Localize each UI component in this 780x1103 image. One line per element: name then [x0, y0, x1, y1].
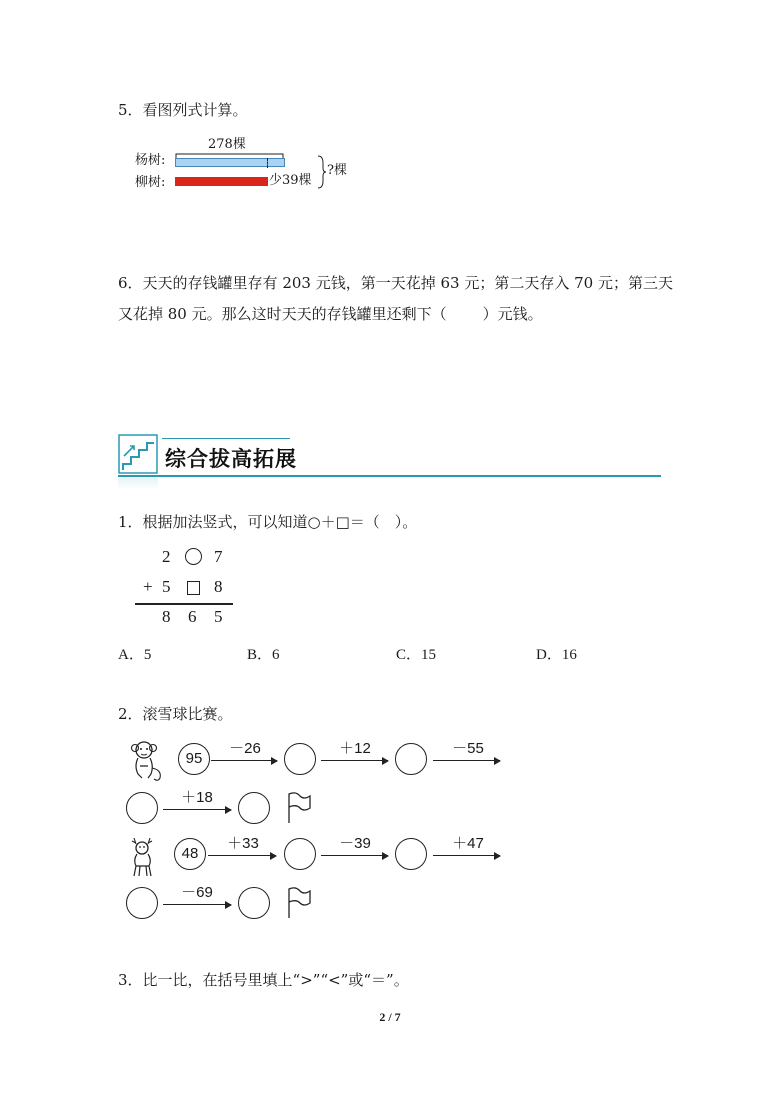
- arrow: [433, 760, 500, 761]
- monkey-op-4: ＋18: [181, 789, 213, 806]
- digit: 7: [214, 547, 223, 566]
- right-brace: [317, 155, 327, 189]
- digit: 8: [162, 607, 171, 626]
- option-b[interactable]: B．6: [247, 647, 280, 663]
- monkey-op-2: ＋12: [339, 740, 371, 757]
- question-5-title: 5．看图列式计算。: [118, 101, 248, 119]
- answer-node[interactable]: [284, 838, 316, 870]
- answer-node[interactable]: [395, 838, 427, 870]
- less-label: 少39棵: [269, 173, 312, 188]
- arrow: [163, 809, 231, 810]
- section-title: 综合拔高拓展: [165, 447, 297, 471]
- page-number: 2 / 7: [379, 1010, 401, 1024]
- section-header: [118, 434, 663, 494]
- monkey-icon: [124, 738, 170, 782]
- answer-node[interactable]: [238, 792, 270, 824]
- vertical-addition: [118, 545, 238, 630]
- arrow: [321, 855, 388, 856]
- deer-op-1: ＋33: [227, 835, 259, 852]
- yang-tree-bar: [175, 158, 285, 167]
- circle-placeholder: [185, 548, 202, 565]
- deer-icon: [124, 834, 164, 878]
- top-count-label: 278棵: [208, 137, 246, 152]
- digit: 5: [214, 607, 223, 626]
- digit: 8: [214, 577, 223, 596]
- question-6-tail: ）元钱。: [482, 305, 543, 323]
- answer-node[interactable]: [238, 887, 270, 919]
- question-5-diagram: [135, 135, 365, 195]
- stairs-icon: [118, 434, 158, 476]
- liu-tree-label: 柳树:: [135, 175, 166, 190]
- option-d[interactable]: D．16: [536, 647, 577, 663]
- liu-tree-bar: [175, 177, 268, 186]
- option-a[interactable]: A．5: [118, 647, 152, 663]
- arrow: [433, 855, 500, 856]
- section-q1-title: 1．根据加法竖式，可以知道○＋□＝（ ）。: [118, 513, 418, 531]
- digit: 2: [162, 547, 171, 566]
- answer-node[interactable]: [126, 792, 158, 824]
- answer-node[interactable]: [284, 743, 316, 775]
- answer-node[interactable]: [126, 887, 158, 919]
- monkey-start-node: 95: [178, 743, 210, 775]
- finish-flag-icon: [286, 792, 312, 824]
- compare-dash: [267, 158, 268, 168]
- digit: 6: [188, 607, 197, 626]
- plus-sign: +: [143, 577, 153, 596]
- deer-op-4: －69: [181, 884, 213, 901]
- finish-flag-icon: [286, 887, 312, 919]
- question-mark-label: ?棵: [327, 163, 347, 178]
- section-q2-title: 2．滚雪球比赛。: [118, 705, 233, 723]
- option-c[interactable]: C．15: [396, 647, 437, 663]
- deer-op-2: －39: [339, 835, 371, 852]
- monkey-op-1: －26: [229, 740, 261, 757]
- section-underline: [118, 475, 661, 477]
- section-q3-title: 3．比一比，在括号里填上“>”“<”或“＝”。: [118, 971, 409, 989]
- answer-node[interactable]: [395, 743, 427, 775]
- arrow: [211, 760, 277, 761]
- deer-op-3: ＋47: [452, 835, 484, 852]
- arrow: [163, 904, 231, 905]
- arrow: [321, 760, 388, 761]
- question-6-text: 6．天天的存钱罐里存有 203 元钱，第一天花掉 63 元；第二天存入 70 元；第三天又花掉 80 元。那么这时天天的存钱罐里还剩下（: [118, 274, 673, 323]
- icon-shadow: [118, 478, 158, 490]
- question-6: [118, 268, 678, 330]
- digit: 5: [162, 577, 171, 596]
- title-top-rule: [162, 438, 290, 439]
- deer-start-node: 48: [174, 838, 206, 870]
- monkey-op-3: －55: [452, 740, 484, 757]
- yang-tree-label: 杨树:: [135, 153, 166, 168]
- sum-line: [135, 603, 233, 605]
- square-placeholder: [187, 581, 200, 595]
- arrow: [208, 855, 276, 856]
